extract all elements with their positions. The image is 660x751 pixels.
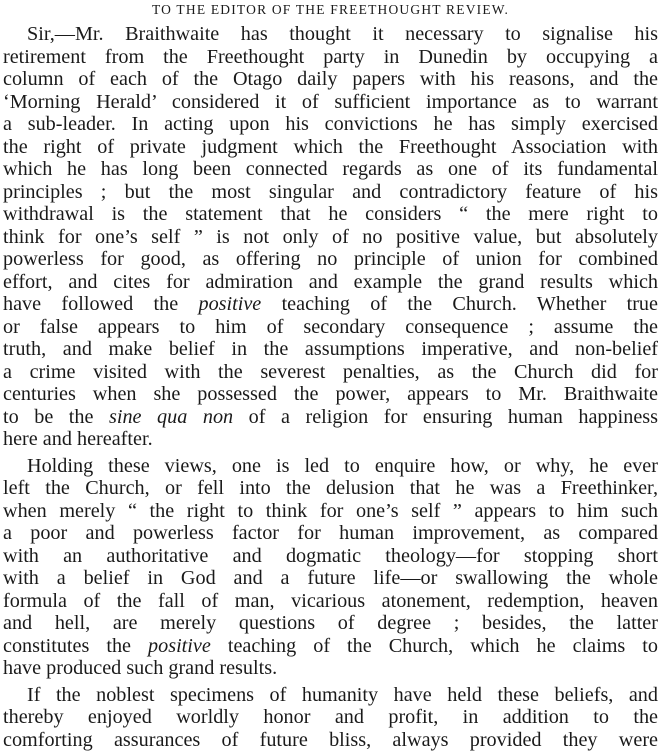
text-run: have produced such grand results. xyxy=(3,657,277,679)
text-line xyxy=(3,203,658,226)
text-line xyxy=(3,383,658,406)
text-run: constitutes the xyxy=(3,635,148,657)
text-run: the right of private judgment which the Freethought Association with xyxy=(3,136,658,158)
text-line xyxy=(3,635,658,658)
text-run: withdrawal is the statement that he considers “ the mere right to xyxy=(3,203,658,225)
text-line xyxy=(3,226,658,249)
text-run: powerless for good, as offering no principle of union for combined xyxy=(3,248,658,270)
text-run: centuries when she possessed the power, appears to Mr. Braithwaite xyxy=(3,383,658,405)
text-run: Holding these views, one is led to enquire how, or why, he ever xyxy=(27,455,658,477)
italic-text: sine qua non xyxy=(109,406,233,428)
text-run: comforting assurances of future bliss, always provided they were xyxy=(3,729,658,751)
text-line xyxy=(3,248,658,271)
text-line xyxy=(3,46,658,69)
text-line xyxy=(3,406,658,429)
text-line xyxy=(3,428,658,451)
text-line xyxy=(3,361,658,384)
text-line xyxy=(3,455,658,478)
text-run: left the Church, or fell into the delusion that he was a Freethinker, xyxy=(3,477,658,499)
text-line xyxy=(3,113,658,136)
text-run: when merely “ the right to think for one’s self ” appears to him such xyxy=(3,500,658,522)
text-line xyxy=(3,590,658,613)
text-line xyxy=(3,657,658,680)
text-line xyxy=(3,500,658,523)
text-run: effort, and cites for admiration and example the grand results which xyxy=(3,271,658,293)
text-run: formula of the fall of man, vicarious atonement, redemption, heaven xyxy=(3,590,658,612)
text-run: thereby enjoyed worldly honor and profit, in addition to the xyxy=(3,706,658,728)
text-run: If the noblest specimens of humanity have held these beliefs, and xyxy=(27,684,658,706)
text-line xyxy=(3,684,658,707)
text-line xyxy=(3,338,658,361)
text-run: ‘Morning Herald’ considered it of sufficient importance as to warrant xyxy=(3,91,658,113)
text-line xyxy=(3,271,658,294)
text-line xyxy=(3,23,658,46)
text-run: a sub-leader. In acting upon his convictions he has simply exercised xyxy=(3,113,658,135)
text-run: truth, and make belief in the assumptions imperative, and non-belief xyxy=(3,338,658,360)
text-line xyxy=(3,316,658,339)
text-run: of a religion for ensuring human happiness xyxy=(233,406,658,428)
paragraph-3 xyxy=(3,684,658,751)
text-run: principles ; but the most singular and contradictory feature of his xyxy=(3,181,658,203)
text-run: a crime visited with the severest penalties, as the Church did for xyxy=(3,361,658,383)
text-run: which he has long been connected regards as one of its fundamental xyxy=(3,158,658,180)
text-run: a poor and powerless factor for human improvement, as compared xyxy=(3,522,658,544)
text-run: teaching of the Church, which he claims to xyxy=(211,635,658,657)
text-line xyxy=(3,545,658,568)
text-line xyxy=(3,91,658,114)
paragraph-1 xyxy=(3,23,658,451)
text-line xyxy=(3,729,658,751)
text-line xyxy=(3,477,658,500)
letter-heading: TO THE EDITOR OF THE FREETHOUGHT REVIEW. xyxy=(3,0,658,23)
text-run: to be the xyxy=(3,406,109,428)
paragraph-2 xyxy=(3,455,658,680)
letter-body xyxy=(3,23,658,751)
text-line xyxy=(3,136,658,159)
text-run: think for one’s self ” is not only of no positive value, but absolutely xyxy=(3,226,658,248)
text-line xyxy=(3,68,658,91)
text-line xyxy=(3,706,658,729)
text-line xyxy=(3,181,658,204)
text-run: and hell, are merely questions of degree ; besides, the latter xyxy=(3,612,658,634)
text-run: column of each of the Otago daily papers with his reasons, and the xyxy=(3,68,658,90)
text-line xyxy=(3,567,658,590)
text-line xyxy=(3,293,658,316)
text-line xyxy=(3,158,658,181)
text-run: here and hereafter. xyxy=(3,428,153,450)
text-run: with an authoritative and dogmatic theology—for stopping short xyxy=(3,545,658,567)
text-run: retirement from the Freethought party in Dunedin by occupying a xyxy=(3,46,658,68)
text-run: with a belief in God and a future life—or swallowing the whole xyxy=(3,567,658,589)
text-run: teaching of the Church. Whether true xyxy=(261,293,658,315)
text-line xyxy=(3,522,658,545)
text-run: or false appears to him of secondary consequence ; assume the xyxy=(3,316,658,338)
text-line xyxy=(3,612,658,635)
italic-text: positive xyxy=(198,293,261,315)
text-run: have followed the xyxy=(3,293,198,315)
italic-text: positive xyxy=(148,635,211,657)
text-run: Sir,—Mr. Braithwaite has thought it necessary to signalise his xyxy=(27,23,658,45)
